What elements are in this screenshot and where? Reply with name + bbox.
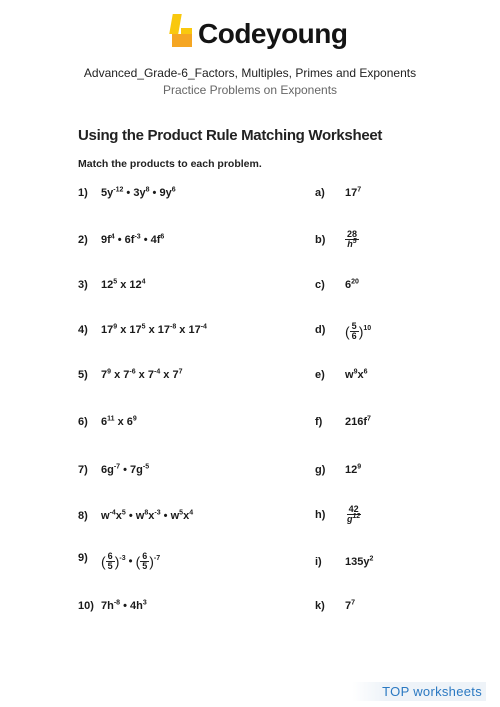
answer-letter: k) xyxy=(315,600,325,612)
problem-number: 7) xyxy=(78,464,88,476)
problem-number: 5) xyxy=(78,369,88,381)
brand-name: Codeyoung xyxy=(198,18,348,49)
problem-number: 9) xyxy=(78,552,88,564)
problem-number: 2) xyxy=(78,234,88,246)
answer-letter: e) xyxy=(315,369,325,381)
answer-letter: b) xyxy=(315,234,326,246)
problem-number: 6) xyxy=(78,416,88,428)
problem-expression: $w^{-4}x^5$ • $w^8x^{-3}$ • $w^5x^4$ xyxy=(101,509,194,522)
answer-letter: h) xyxy=(315,509,326,521)
answer-expression: $12^9$ xyxy=(345,463,362,476)
answer-expression: $7^7$ xyxy=(345,599,356,612)
answer-letter: c) xyxy=(315,279,325,291)
answer-letter: d) xyxy=(315,324,326,336)
answer-expression: $135y^2$ xyxy=(345,555,374,568)
problem-expression: $5y^{-12}$ • $3y^8$ • $9y^6$ xyxy=(101,186,176,199)
answer-expression: $6^{20}$ xyxy=(345,278,359,291)
brand-logo xyxy=(0,12,500,58)
watermark-prefix: TOP xyxy=(382,684,410,699)
problem-number: 3) xyxy=(78,279,88,291)
problem-expression: $6g^{-7}$ • $7g^{-5}$ xyxy=(101,463,150,476)
problem-expression: $17^9$ x $17^5$ x $17^{-8}$ x $17^{-4}$ xyxy=(101,323,207,336)
codeyoung-logo-icon xyxy=(168,14,192,52)
answer-expression: $\frac{28}{h^5}$ xyxy=(347,229,358,249)
problem-number: 8) xyxy=(78,510,88,522)
answer-expression: $w^9x^6$ xyxy=(345,368,368,381)
document-subtitle: Practice Problems on Exponents xyxy=(162,83,338,97)
problem-expression: $12^5$ x $12^4$ xyxy=(101,278,146,291)
answer-expression: ( $\frac{5}{6}$ )$^{10}$ xyxy=(345,321,372,341)
worksheet-instructions: Match the products to each problem. xyxy=(78,158,262,170)
problem-number: 10) xyxy=(78,600,94,612)
problem-expression: $6^{11}$ x $6^9$ xyxy=(101,415,137,428)
problem-expression: $9f^4$ • $6f^{-3}$ • $4f^6$ xyxy=(101,233,165,246)
answer-letter: g) xyxy=(315,464,326,476)
problem-expression: $7^9$ x $7^{-6}$ x $7^{-4}$ x $7^7$ xyxy=(101,368,183,381)
answer-letter: i) xyxy=(315,556,322,568)
answer-expression: $\frac{42}{g^{12}}$ xyxy=(347,504,361,524)
answer-expression: $216f^7$ xyxy=(345,415,371,428)
problem-expression: $7h^{-8}$ • $4h^3$ xyxy=(101,599,147,612)
problem-expression: ( $\frac{6}{5}$ )$^{-3}$ • ( $\frac{6}{5}$ )$^{-7}$ xyxy=(101,551,161,571)
document-title: Advanced_Grade-6_Factors, Multiples, Primes and Exponents xyxy=(83,66,417,80)
problem-number: 1) xyxy=(78,187,88,199)
answer-expression: $17^7$ xyxy=(345,186,362,199)
answer-letter: f) xyxy=(315,416,323,428)
watermark-suffix: worksheets xyxy=(409,684,482,699)
answer-letter: a) xyxy=(315,187,325,199)
topworksheets-watermark xyxy=(352,682,486,701)
worksheet-title: Using the Product Rule Matching Worksheet xyxy=(78,127,383,144)
problem-number: 4) xyxy=(78,324,88,336)
